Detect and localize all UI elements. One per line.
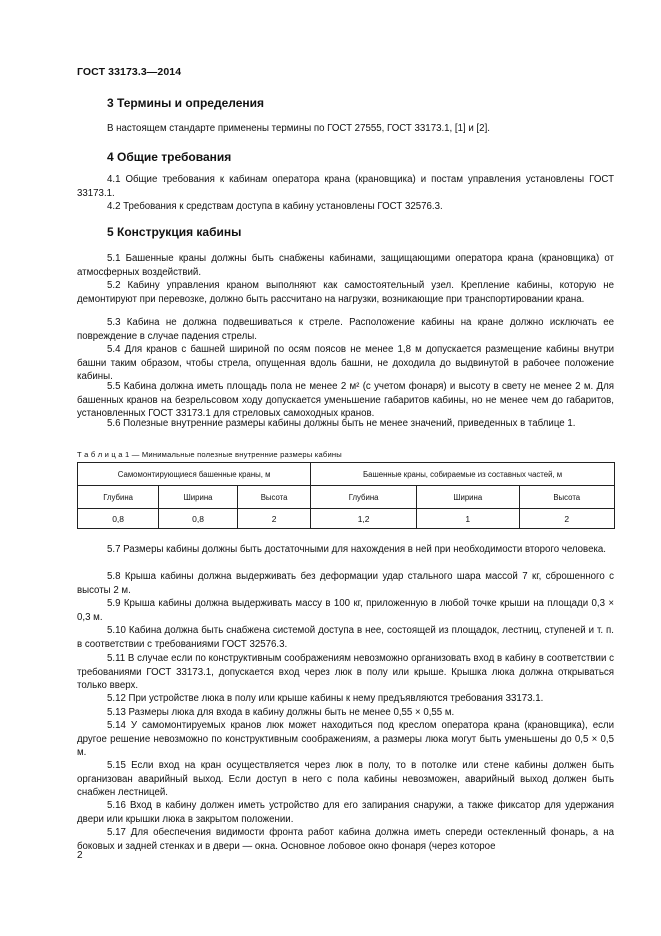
section-5-paragraph: 5.13 Размеры люка для входа в кабину должны быть не менее 0,55 × 0,55 м. [107, 707, 455, 718]
table-header-cell: Ширина [159, 486, 238, 509]
section-5-paragraph: 5.14 У самомонтируемых кранов люк может находиться под креслом оператора крана (крановщика), если другое решение невозможно по конструктивным соображениям, а размеры люка могут быть уменьшены до 0,5 × 0,5 м. [77, 720, 614, 759]
section-3-paragraph: В настоящем стандарте применены термины по ГОСТ 27555, ГОСТ 33173.1, [1] и [2]. [107, 123, 490, 134]
section-5-paragraph: 5.4 Для кранов с башней шириной по осям поясов не менее 1,8 м допускается размещение кабины внутри башни таким образом, чтобы стрела, опущенная вдоль башни, не доходила до выдвинутой в рабочее положение кабины. [77, 344, 614, 383]
section-5-paragraph: 5.17 Для обеспечения видимости фронта работ кабина должна иметь спереди остекленный фонарь, а на боковых и задней стенках и в двери — окна. Основное лобовое окно фонаря (через которое [77, 827, 614, 852]
table-cell: 2 [519, 509, 614, 529]
section-5-paragraph: 5.10 Кабина должна быть снабжена системой доступа в нее, состоящей из площадок, лестниц, ступеней и т. п. в соответствии с требованиями ГОСТ 32576.3. [77, 625, 614, 650]
section-5-paragraph: 5.12 При устройстве люка в полу или крыше кабины к нему предъявляются требования 33173.1. [107, 693, 544, 704]
section-5-paragraph: 5.7 Размеры кабины должны быть достаточными для нахождения в ней при необходимости второго человека. [107, 544, 607, 555]
table-header-cell: Глубина [311, 486, 417, 509]
section-5-paragraph: 5.1 Башенные краны должны быть снабжены кабинами, защищающими оператора крана (крановщика) от атмосферных воздействий. [77, 253, 614, 278]
table-cell: 0,8 [159, 509, 238, 529]
table-caption: Т а б л и ц а 1 — Минимальные полезные внутренние размеры кабины [77, 450, 342, 459]
table-group-header-row [78, 463, 615, 486]
section-5-paragraph: 5.8 Крыша кабины должна выдерживать без деформации удар стального шара массой 7 кг, сброшенного с высоты 2 м. [77, 571, 614, 596]
table-cell: 2 [237, 509, 310, 529]
table-sub-header-row [78, 486, 615, 509]
table-header-cell: Высота [237, 486, 310, 509]
section-5-paragraph: 5.11 В случае если по конструктивным соображениям невозможно организовать вход в кабину в соответствии с требованиями ГОСТ 33173.1, допускается вход через люк в полу или крыше. Крышка люка должна открываться только вверх. [77, 653, 614, 692]
table-cell: 1,2 [311, 509, 417, 529]
section-5-paragraph: 5.5 Кабина должна иметь площадь пола не менее 2 м² (с учетом фонаря) и высоту в свету не менее 2 м. Для башенных кранов на безрельсовом ходу допускается уменьшение габаритов кабины, но не менее чем до габаритов, установленных ГОСТ 33173.1 для стреловых самоходных кранов. [77, 381, 614, 420]
document-header: ГОСТ 33173.3—2014 [77, 66, 182, 78]
section-5-paragraph: 5.9 Крыша кабины должна выдерживать массу в 100 кг, приложенную в любой точке крыши на площади 0,3 × 0,3 м. [77, 598, 614, 623]
section-4-paragraph: 4.1 Общие требования к кабинам оператора крана (крановщика) и постам управления установлены ГОСТ 33173.1. [77, 174, 614, 199]
table-header-cell: Глубина [78, 486, 159, 509]
table-header-cell: Высота [519, 486, 614, 509]
table-header-cell: Ширина [417, 486, 520, 509]
section-5-paragraph: 5.2 Кабину управления краном выполняют как самостоятельный узел. Крепление кабины, которую не демонтируют при перевозке, должно быть рассчитано на нагрузки, возникающие при транспортировании крана. [77, 280, 614, 305]
page-number: 2 [77, 850, 83, 861]
section-5-paragraph: 5.15 Если вход на кран осуществляется через люк в полу, то в потолке или стене кабины должен быть организован аварийный выход. Если доступ в него с пола кабины невозможен, аварийный выход должен быть снабжен лестницей. [77, 760, 614, 799]
section-3-heading: 3 Термины и определения [107, 96, 265, 110]
section-4-heading: 4 Общие требования [107, 150, 232, 164]
table-group-header: Башенные краны, собираемые из составных частей, м [311, 463, 615, 486]
section-4-paragraph: 4.2 Требования к средствам доступа в кабину установлены ГОСТ 32576.3. [107, 201, 443, 212]
table-cell: 0,8 [78, 509, 159, 529]
table-row [78, 509, 615, 529]
section-5-heading: 5 Конструкция кабины [107, 225, 242, 239]
dimensions-table [77, 462, 615, 529]
section-5-paragraph: 5.6 Полезные внутренние размеры кабины должны быть не менее значений, приведенных в таблице 1. [107, 418, 576, 429]
section-5-paragraph: 5.3 Кабина не должна подвешиваться к стреле. Расположение кабины на кране должно исключать ее повреждение в случае падения стрелы. [77, 317, 614, 342]
section-5-paragraph: 5.16 Вход в кабину должен иметь устройство для его запирания снаружи, а также фиксатор для удержания двери или крышки люка в закрытом положении. [77, 800, 614, 825]
table-group-header: Самомонтирующиеся башенные краны, м [78, 463, 311, 486]
table-cell: 1 [417, 509, 520, 529]
